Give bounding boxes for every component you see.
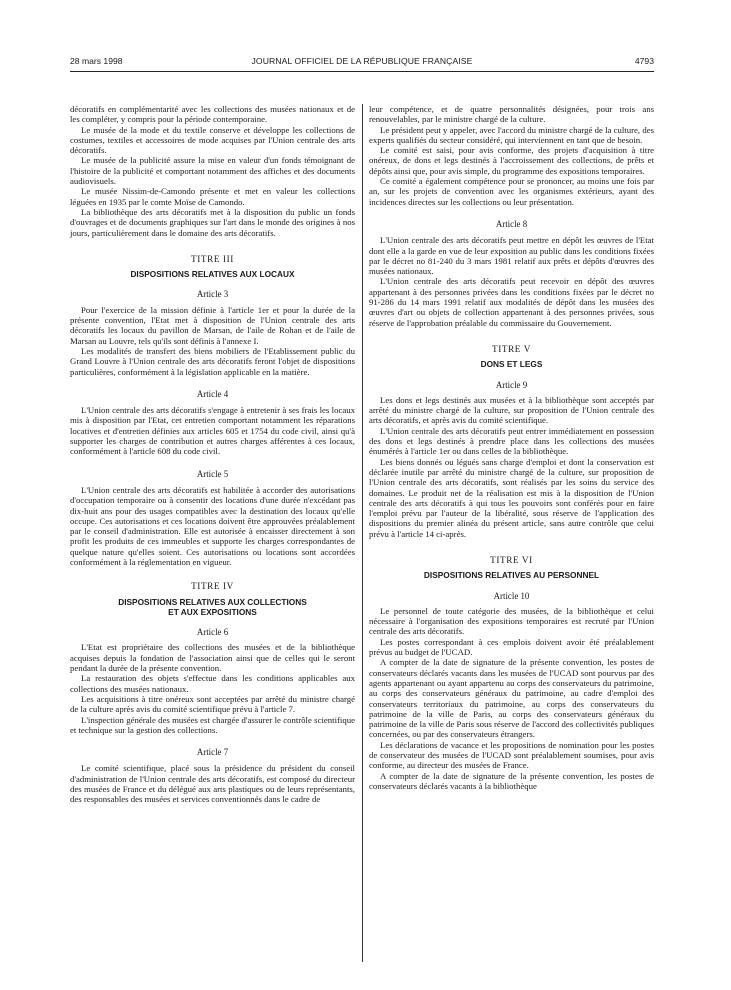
titre-subheading: DISPOSITIONS RELATIVES AUX COLLECTIONS — [118, 596, 307, 607]
paragraph: A compter de la date de signature de la présente convention, les postes de conservateurs déclarés vacants dans les musées de l'UCAD sont pourvus par des agents appartenant ou ayant appartenu au corps des conservateurs du patrimoine, au corps des conservateurs généraux du patrimoine, au cadre d'emploi des conservateurs territoriaux du patrimoine, au corps des conservateurs du patrimoine de la ville de Paris, au corps des conservateurs généraux du patrimoine de la ville de Paris sous réserve de l'accord des collectivités publiques concernées, ou par des conservateurs étrangers. — [369, 657, 654, 740]
header-date: 28 mars 1998 — [70, 56, 123, 66]
paragraph: L'Union centrale des arts décoratifs est habilitée à accorder des autorisations d'occupation temporaire ou à consentir des locations d'une durée n'excédant pas dix-huit ans pour des usages compatibles avec la destination des locaux qu'elle occupe. Ces autorisations et ces locations doivent être approuvées préalablement par le conseil d'administration. Elle est autorisée à encaisser directement à son profit les produits de ces immeubles et supporte les charges correspondantes de quelque nature qu'elles soient. Ces autorisations ou locations sont accordées conformément à la réglementation en vigueur. — [70, 484, 355, 567]
paragraph: décoratifs en complémentarité avec les collections des musées nationaux et de les compléter, y compris pour la période contemporaine. — [70, 104, 355, 125]
titre-heading: TITRE III — [191, 253, 234, 264]
paragraph: Les postes correspondant à ces emplois doivent avoir été préalablement prévus au budget de l'UCAD. — [369, 636, 654, 658]
article-heading: Article 10 — [493, 590, 530, 601]
titre-subheading: DISPOSITIONS RELATIVES AUX LOCAUX — [130, 269, 295, 280]
column-divider — [362, 104, 363, 962]
paragraph: Le musée de la publicité assure la mise en valeur d'un fonds témoignant de l'histoire de la publicité et comportant notamment des affiches et des documents audiovisuels. — [70, 155, 355, 187]
paragraph: Le musée de la mode et du textile conserve et développe les collections de costumes, textiles et accessoires de mode acquises par l'Union centrale des arts décoratifs. — [70, 124, 355, 156]
article-heading: Article 6 — [196, 627, 229, 638]
journal-title: JOURNAL OFFICIEL DE LA RÉPUBLIQUE FRANÇAISE — [251, 56, 473, 66]
page-number: 4793 — [634, 56, 654, 66]
titre-subheading: DISPOSITIONS RELATIVES AU PERSONNEL — [423, 570, 600, 581]
article-heading: Article 8 — [495, 218, 528, 229]
article-heading: Article 7 — [196, 747, 229, 758]
header-rule — [70, 71, 654, 72]
paragraph: L'Union centrale des arts décoratifs peut recevoir en dépôt des œuvres appartenant à des personnes privées dans les conditions fixées par le décret no 91-286 du 14 mars 1991 relatif aux modalités de dépôt dans les musées des œuvres d'art ou objets de collection appartenant à des personnes privées, sous réserve de l'approbation préalable du commissaire du Gouvernement. — [369, 276, 654, 328]
paragraph: Le personnel de toute catégorie des musées, de la bibliothèque et celui nécessaire à l'organisation des expositions temporaires est recruté par l'Union centrale des arts décoratifs. — [369, 605, 654, 637]
paragraph: Ce comité a également compétence pour se prononcer, au moins une fois par an, sur les projets de convention avec les organismes extérieurs, ayant des incidences directes sur les collections ou leur présentation. — [369, 176, 654, 207]
titre-heading: TITRE V — [492, 343, 531, 354]
paragraph: Le comité est saisi, pour avis conforme, des projets d'acquisition à titre onéreux, de dons et legs destinés à l'accroissement des collections, de prêts et dépôts ainsi que, pour avis simple, du programme des expositions temporaires. — [369, 145, 654, 176]
paragraph: L'Union centrale des arts décoratifs peut entrer immédiatement en possession des dons et legs destinés à prendre place dans les collections des musées énumérés à l'article 1er ou dans celles de la bibliothèque. — [369, 425, 654, 457]
titre-subheading: ET AUX EXPOSITIONS — [168, 606, 257, 617]
left-column — [70, 104, 355, 805]
paragraph: L'Etat est propriétaire des collections des musées et de la bibliothèque acquises depuis la fondation de l'association ainsi que de celles qui le seront pendant la durée de la présente convention. — [70, 642, 355, 674]
article-heading: Article 3 — [196, 289, 229, 300]
article-heading: Article 5 — [196, 468, 229, 479]
paragraph: leur compétence, et de quatre personnalités désignées, pour trois ans renouvelables, par le ministre chargé de la culture. — [369, 104, 654, 125]
paragraph: Les dons et legs destinés aux musées et à la bibliothèque sont acceptés par arrêté du ministre chargé de la culture, sur proposition de l'Union centrale des arts décoratifs, et après avis du comité scientifique. — [369, 394, 654, 426]
paragraph: L'Union centrale des arts décoratifs peut mettre en dépôt les œuvres de l'Etat dont elle a la garde en vue de leur exposition au public dans les conditions fixées par le décret no 81-240 du 3 mars 1981 relatif aux prêts et dépôts d'œuvres des musées nationaux. — [369, 235, 654, 277]
paragraph: Le président peut y appeler, avec l'accord du ministre chargé de la culture, des experts qualifiés du secteur considéré, qui interviennent en tant que de besoin. — [369, 124, 654, 145]
right-column — [369, 104, 654, 791]
article-heading: Article 9 — [495, 379, 528, 390]
page-header — [70, 56, 654, 70]
paragraph: Les déclarations de vacance et les propositions de nomination pour les postes de conservateur des musées de l'UCAD sont préalablement soumises, pour avis conforme, au directeur des musées de France. — [369, 739, 654, 771]
paragraph: La bibliothèque des arts décoratifs met à la disposition du public un fonds d'ouvrages et de documents graphiques sur l'art dans le monde des origines à nos jours, particulièrement dans le domaine des arts décoratifs. — [70, 206, 355, 238]
paragraph: Le comité scientifique, placé sous la présidence du président du conseil d'administration de l'Union centrale des arts décoratifs, est composé du directeur des musées de France et du délégué aux arts plastiques ou de leurs représentants, des responsables des musées et services conventionnés dans le cadre de — [70, 763, 355, 805]
titre-subheading: DONS ET LEGS — [480, 359, 543, 370]
titre-heading: TITRE IV — [191, 581, 234, 592]
paragraph: Le musée Nissim-de-Camondo présente et met en valeur les collections léguées en 1935 par le comte Moïse de Camondo. — [70, 186, 355, 207]
paragraph: A compter de la date de signature de la présente convention, les postes de conservateurs déclarés vacants à la bibliothèque — [369, 770, 654, 791]
article-heading: Article 4 — [196, 388, 229, 399]
paragraph: L'inspection générale des musées est chargée d'assurer le contrôle scientifique et technique sur la gestion des collections. — [70, 714, 355, 735]
paragraph: L'Union centrale des arts décoratifs s'engage à entretenir à ses frais les locaux mis à disposition par l'Etat, cet entretien comportant notamment les réparations locatives et d'entretien définies aux articles 605 et 1754 du code civil, ainsi qu'à supporter les charges de contribution et autres charges afférentes à ces locaux, conformément à l'article 608 du code civil. — [70, 405, 355, 457]
titre-heading: TITRE VI — [490, 554, 533, 565]
paragraph: La restauration des objets s'effectue dans les conditions applicables aux collections des musées nationaux. — [70, 673, 355, 694]
paragraph: Les acquisitions à titre onéreux sont acceptées par arrêté du ministre chargé de la culture après avis du comité scientifique prévu à l'article 7. — [70, 693, 355, 715]
paragraph: Pour l'exercice de la mission définie à l'article 1er et pour la durée de la présente convention, l'Etat met à disposition de l'Union centrale des arts décoratifs les locaux du pavillon de Marsan, de l'aile de Rohan et de l'aile de Marsan au Louvre, tels qu'ils sont définis à l'annexe I. — [70, 304, 355, 346]
paragraph: Les biens donnés ou légués sans charge d'emploi et dont la conservation est déclarée inutile par arrêté du ministre chargé de la culture, sur proposition de l'Union centrale des arts décoratifs, sont réalisés par les soins du service des domaines. Le produit net de la réalisation est mis à la disposition de l'Union centrale des arts décoratifs à qui tous les pouvoirs sont conférés pour en faire l'emploi prévu par l'auteur de la libéralité, sous réserve de l'application des dispositions du premier alinéa du présent article, sans autre contrôle que celui prévu à l'article 14 ci-après. — [369, 456, 654, 539]
paragraph: Les modalités de transfert des biens mobiliers de l'Etablissement public du Grand Louvre à l'Union centrale des arts décoratifs feront l'objet de dispositions particulières, conformément à la législation applicable en la matière. — [70, 345, 355, 377]
